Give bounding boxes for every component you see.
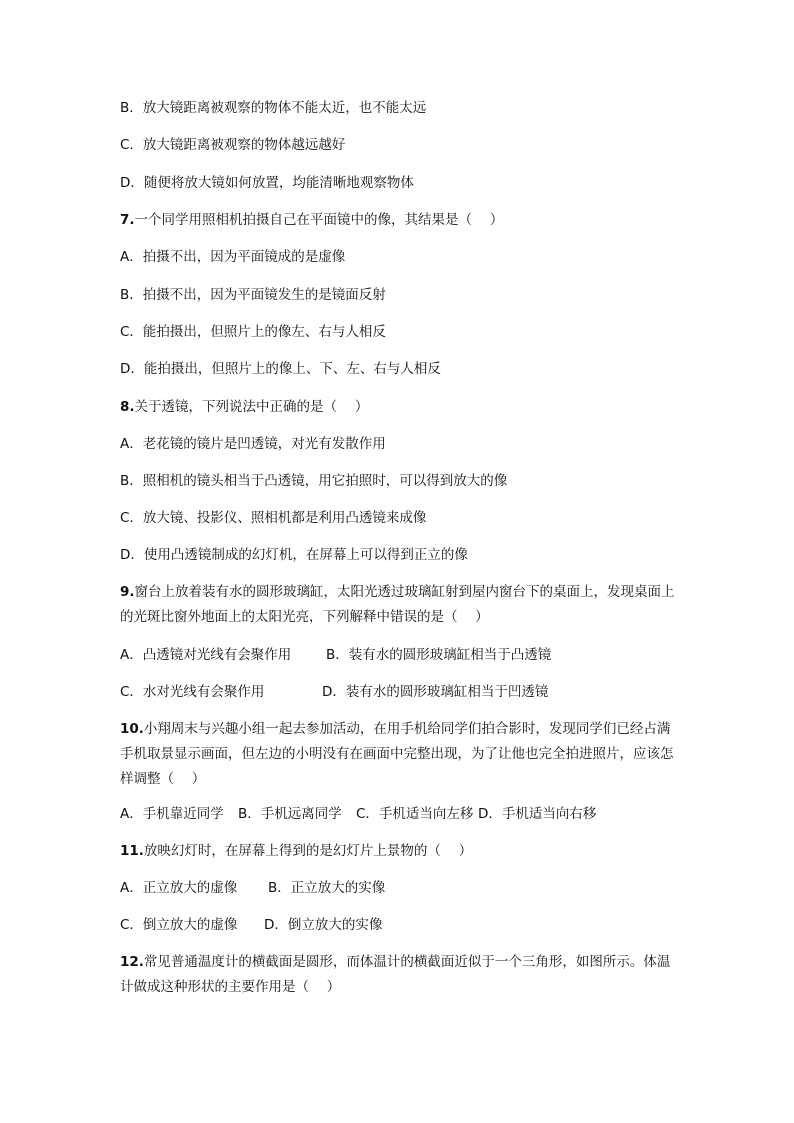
q9-option-a: A．凸透镜对光线有会聚作用 (120, 647, 292, 663)
q11-option-a: A．正立放大的虚像 (120, 880, 238, 896)
q6-option-b: B．放大镜距离被观察的物体不能太近，也不能太远 (120, 100, 427, 116)
q11-stem (120, 841, 472, 861)
q11-options-row-1 (120, 878, 385, 898)
q11-stem-text: 放映幻灯时，在屏幕上得到的是幻灯片上景物的（ ） (143, 843, 473, 859)
q7-option-b: B．拍摄不出，因为平面镜发生的是镜面反射 (120, 287, 386, 303)
q11-options-row-2 (120, 915, 382, 935)
q11-number: 11. (120, 843, 144, 859)
q8-stem-text: 关于透镜，下列说法中正确的是（ ） (134, 399, 369, 415)
q6-option-c: C．放大镜距离被观察的物体越远越好 (120, 137, 346, 153)
q9-option-c: C．水对光线有会聚作用 (120, 684, 265, 700)
q10-number: 10. (120, 721, 144, 737)
q8-option-b: B．照相机的镜头相当于凸透镜，用它拍照时，可以得到放大的像 (120, 473, 508, 489)
q7-option-d: D．能拍摄出，但照片上的像上、下、左、右与人相反 (120, 361, 441, 377)
q11-option-b: B．正立放大的实像 (268, 880, 386, 896)
q9-stem-text: 窗台上放着装有水的圆形玻璃缸，太阳光透过玻璃缸射到屋内窗台下的桌面上，发现桌面上的光斑比窗外地面上的太阳光亮，下列解释中错误的是（ ） (120, 584, 675, 625)
q7-stem-text: 一个同学用照相机拍摄自己在平面镜中的像，其结果是（ ） (134, 212, 504, 228)
q7-number: 7. (120, 212, 135, 228)
q11-option-d: D．倒立放大的实像 (264, 917, 383, 933)
q10-option-a: A．手机靠近同学 (120, 806, 224, 822)
q9-options-row-1 (120, 645, 551, 665)
q12-stem-text: 常见普通温度计的横截面是圆形，而体温计的横截面近似于一个三角形，如图所示。体温计做成这种形状的主要作用是（ ） (120, 954, 671, 995)
q9-options-row-2 (120, 682, 548, 702)
q7-option-c: C．能拍摄出，但照片上的像左、右与人相反 (120, 324, 386, 340)
q10-stem (120, 717, 680, 792)
q12-number: 12. (120, 954, 144, 970)
q9-stem (120, 580, 680, 630)
q9-option-d: D．装有水的圆形玻璃缸相当于凹透镜 (322, 684, 549, 700)
q12-stem (120, 950, 680, 1000)
q7-stem (120, 210, 503, 230)
q9-option-b: B．装有水的圆形玻璃缸相当于凸透镜 (326, 647, 552, 663)
q11-option-c: C．倒立放大的虚像 (120, 917, 238, 933)
q7-option-a: A．拍摄不出，因为平面镜成的是虚像 (120, 249, 346, 265)
q6-option-d: D．随便将放大镜如何放置，均能清晰地观察物体 (120, 175, 414, 191)
q8-stem (120, 397, 368, 417)
q10-option-b: B．手机远离同学 (238, 806, 342, 822)
q8-number: 8. (120, 399, 135, 415)
q10-options-row (120, 804, 596, 824)
q10-option-d: D．手机适当向右移 (478, 806, 597, 822)
q8-option-a: A．老花镜的镜片是凹透镜，对光有发散作用 (120, 436, 386, 452)
q8-option-c: C．放大镜、投影仪、照相机都是利用凸透镜来成像 (120, 510, 427, 526)
q10-option-c: C．手机适当向左移 (356, 806, 474, 822)
q9-number: 9. (120, 584, 135, 600)
q8-option-d: D．使用凸透镜制成的幻灯机，在屏幕上可以得到正立的像 (120, 547, 468, 563)
q10-stem-text: 小翔周末与兴趣小组一起去参加活动，在用手机给同学们拍合影时，发现同学们已经占满手机取景显示画面，但左边的小明没有在画面中完整出现，为了让他也完全拍进照片，应该怎样调整（ ） (120, 721, 674, 787)
